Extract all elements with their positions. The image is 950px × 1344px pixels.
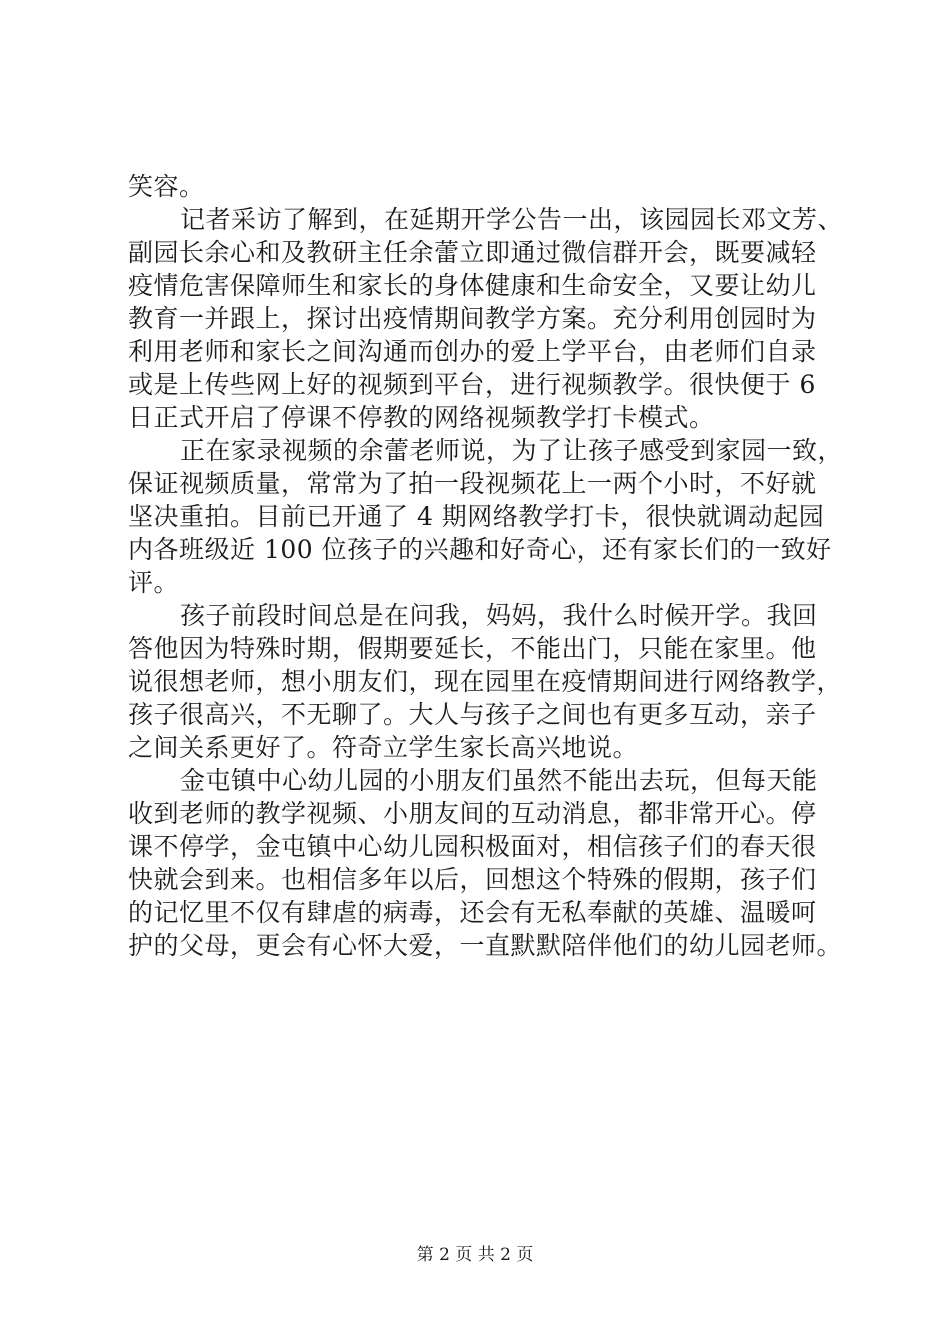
text-line: 保证视频质量，常常为了拍一段视频花上一两个小时，不好就	[128, 469, 817, 498]
text-line: 的记忆里不仅有肆虐的病毒，还会有无私奉献的英雄、温暖呵	[128, 898, 817, 927]
text-line: 副园长余心和及教研主任余蕾立即通过微信群开会，既要减轻	[128, 238, 817, 267]
text-line: 收到老师的教学视频、小朋友间的互动消息，都非常开心。停	[128, 799, 817, 828]
text-line: 课不停学，金屯镇中心幼儿园积极面对，相信孩子们的春天很	[128, 832, 817, 861]
text-line: 利用老师和家长之间沟通而创办的爱上学平台，由老师们自录	[128, 337, 817, 366]
article-body	[128, 170, 844, 962]
text-line: 护的父母，更会有心怀大爱，一直默默陪伴他们的幼儿园老师。	[128, 931, 843, 960]
text-line: 内各班级近 100 位孩子的兴趣和好奇心，还有家长们的一致好	[128, 535, 832, 564]
text-line: 教育一并跟上，探讨出疫情期间教学方案。充分利用创园时为	[128, 304, 817, 333]
paragraph-first-line: 正在家录视频的余蕾老师说，为了让孩子感受到家园一致，	[180, 436, 844, 465]
text-line: 疫情危害保障师生和家长的身体健康和生命安全，又要让幼儿	[128, 271, 817, 300]
paragraph-first-line: 记者采访了解到，在延期开学公告一出，该园园长邓文芳、	[180, 205, 844, 234]
text-line: 笑容。	[128, 172, 205, 201]
page-number-footer: 第 2 页 共 2 页	[416, 1245, 534, 1265]
paragraph-first-line: 孩子前段时间总是在问我，妈妈，我什么时候开学。我回	[180, 601, 818, 630]
paragraph-first-line: 金屯镇中心幼儿园的小朋友们虽然不能出去玩，但每天能	[180, 766, 818, 795]
text-line: 之间关系更好了。符奇立学生家长高兴地说。	[128, 733, 639, 762]
text-line: 快就会到来。也相信多年以后，回想这个特殊的假期，孩子们	[128, 865, 817, 894]
text-line: 坚决重拍。目前已开通了 4 期网络教学打卡，很快就调动起园	[128, 502, 825, 531]
text-line: 说很想老师，想小朋友们，现在园里在疫情期间进行网络教学，	[128, 667, 843, 696]
text-line: 答他因为特殊时期，假期要延长，不能出门，只能在家里。他	[128, 634, 817, 663]
text-line: 日正式开启了停课不停教的网络视频教学打卡模式。	[128, 403, 715, 432]
text-line: 或是上传些网上好的视频到平台，进行视频教学。很快便于 6	[128, 370, 816, 399]
text-line: 评。	[128, 568, 180, 597]
text-line: 孩子很高兴，不无聊了。大人与孩子之间也有更多互动，亲子	[128, 700, 817, 729]
